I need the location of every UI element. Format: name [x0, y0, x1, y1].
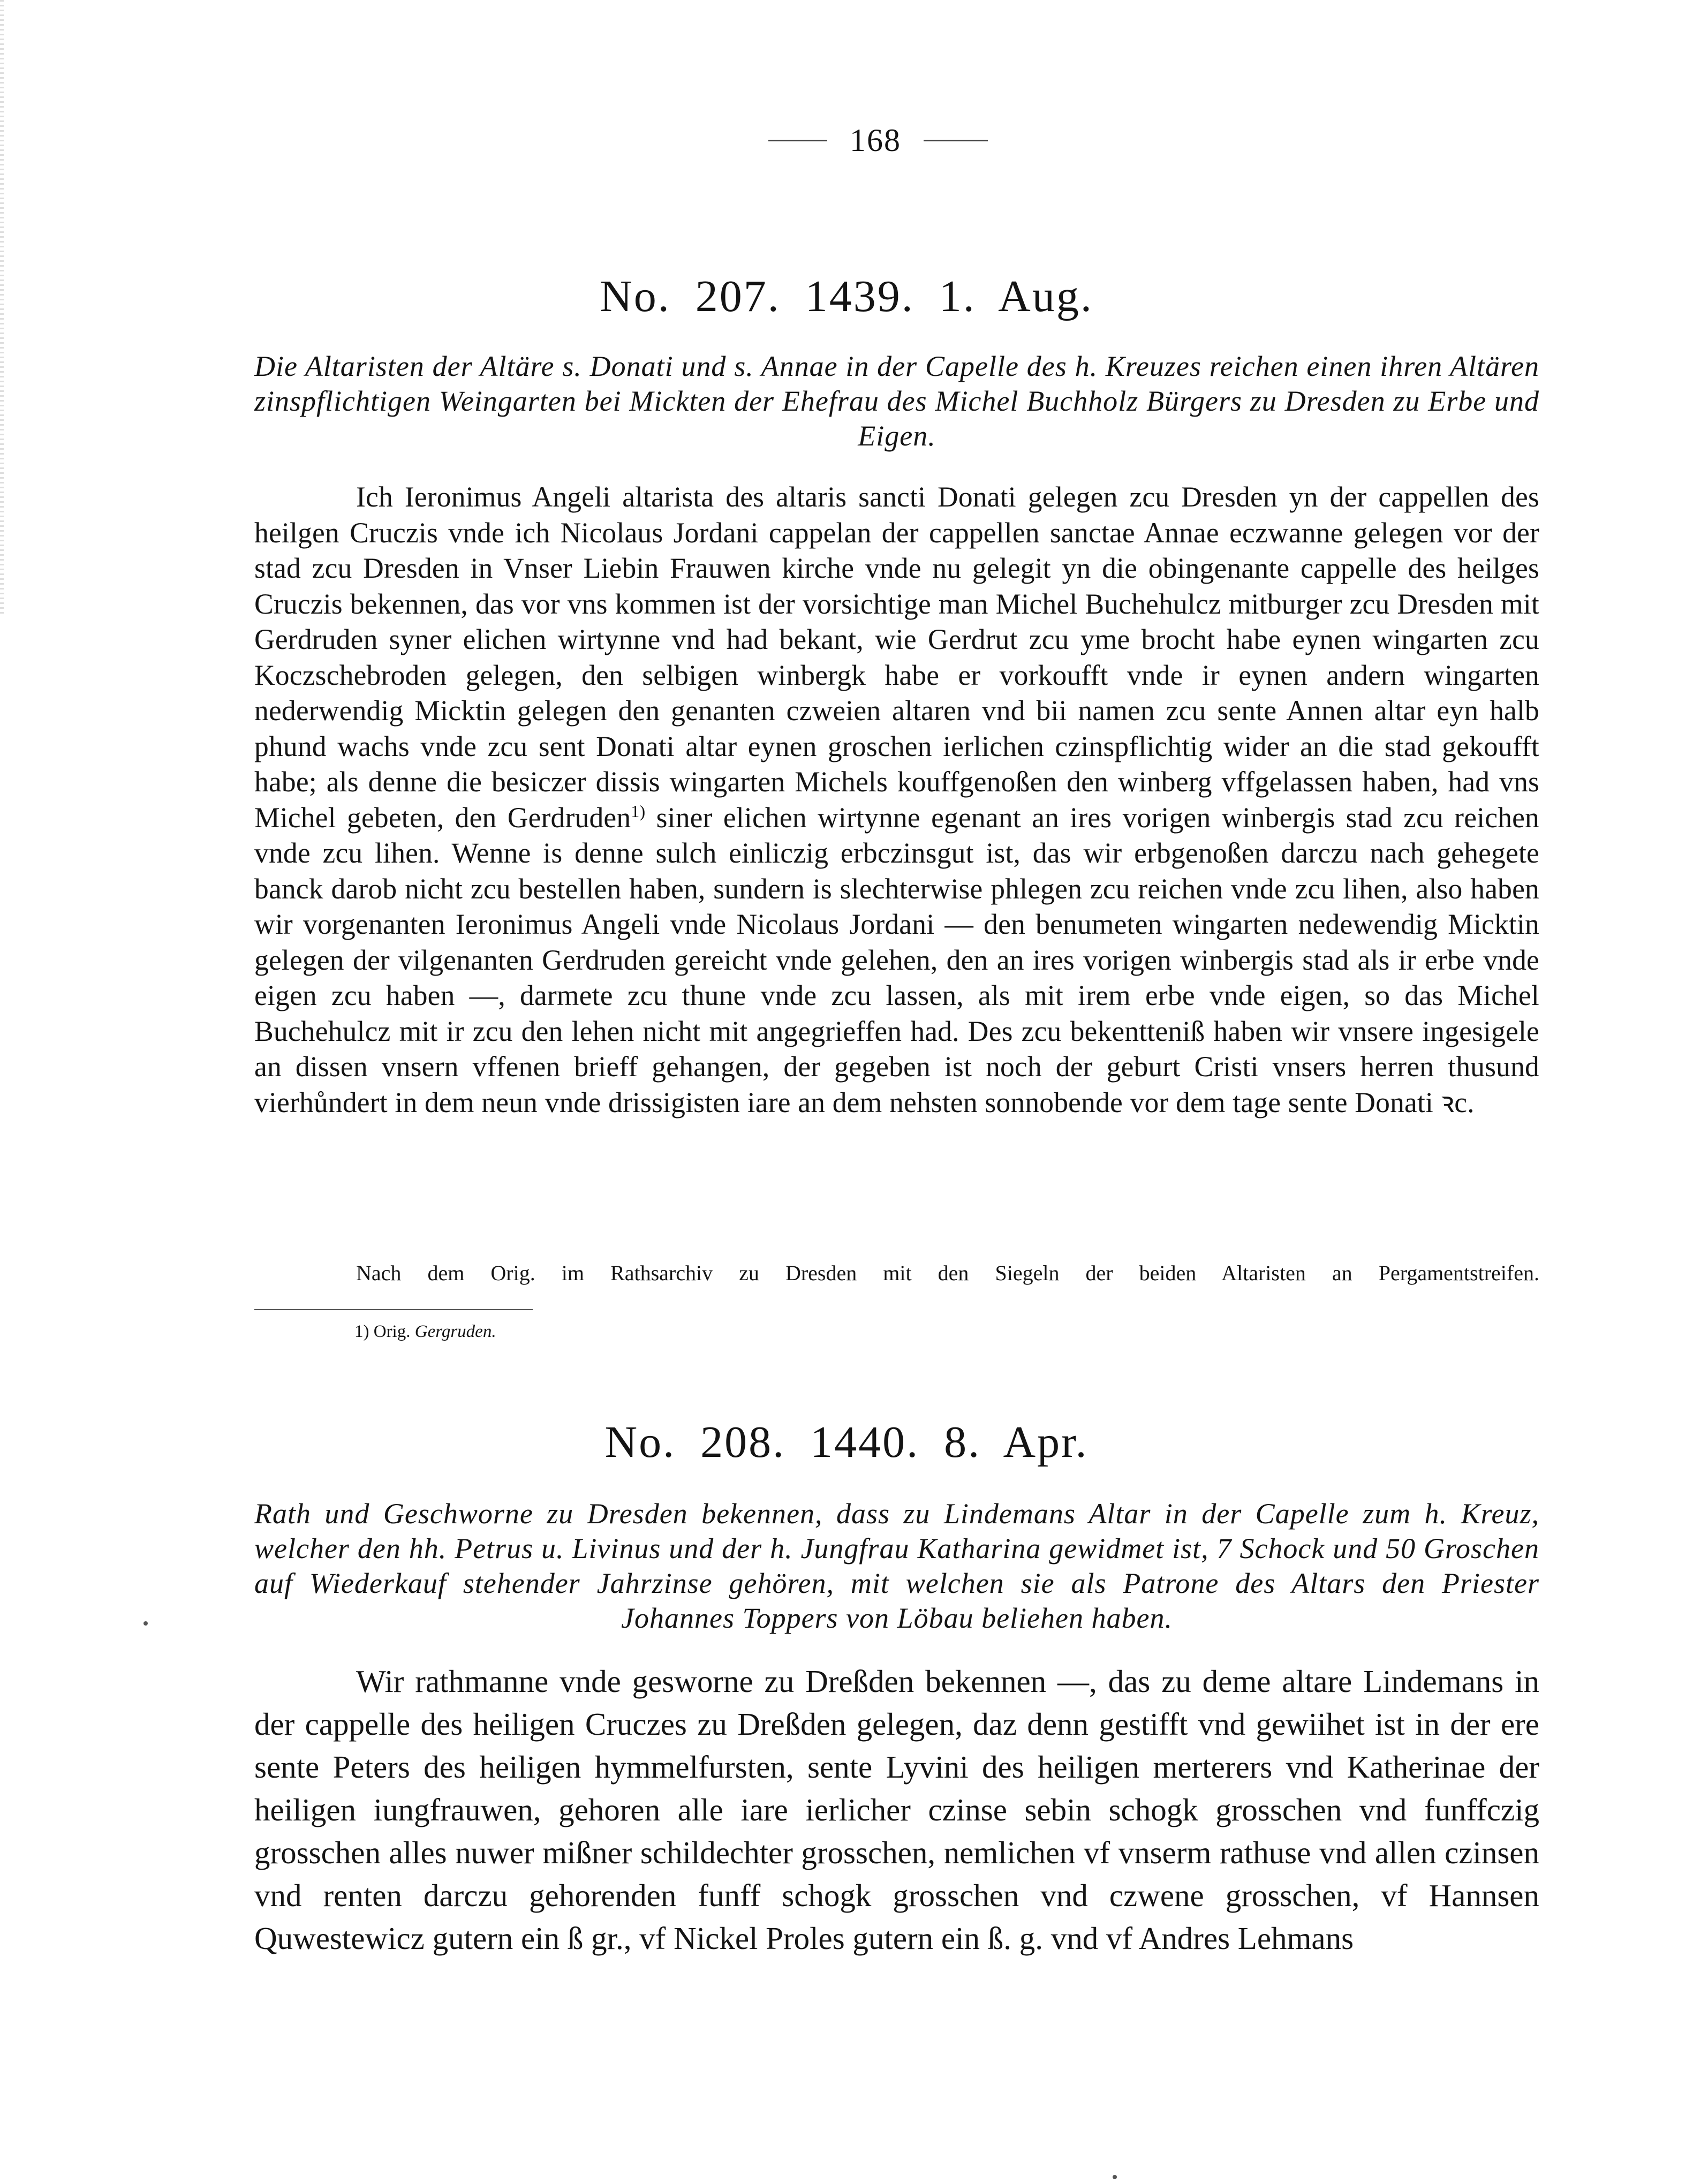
header-rule-right — [924, 140, 988, 141]
doc-208-summary: Rath und Geschworne zu Dresden bekennen, dass zu Lindemans Altar in der Capelle zum h. Kreuz, welcher den hh. Petrus u. Livinus und der h. Jungfrau Katharina gewidmet ist, 7 Schock und 50 Groschen auf Wiederkauf stehender Jahrzinse gehören, mit welchen sie als Patrone des Altars den Priester Johannes Toppers von Löbau beliehen haben. — [254, 1498, 1539, 1634]
doc-207-heading: No. 207. 1439. 1. Aug. — [600, 271, 1093, 321]
page-header — [739, 119, 1017, 162]
doc-208-heading: No. 208. 1440. 8. Apr. — [604, 1417, 1089, 1467]
footnote-reading: Gergruden. — [414, 1322, 496, 1341]
doc-207-footnote — [354, 1320, 496, 1343]
doc-207-text — [254, 479, 1539, 1120]
bottom-mark — [1113, 2175, 1117, 2179]
doc-207-summary: Die Altaristen der Altäre s. Donati und s. Annae in der Capelle des h. Kreuzes reichen einen ihren Altären zinspflichtigen Weingarten bei Mickten der Ehefrau des Michel Buchholz Bürgers zu Dresden zu Erbe und Eigen. — [254, 350, 1539, 452]
doc-207-text-part1: Ich Ieronimus Angeli altarista des altaris sancti Donati gelegen zcu Dresden yn der cappellen des heilgen Cruczis vnde ich Nicolaus Jordani cappelan der cappellen sanctae Annae eczwanne gelegen vor der stad zcu Dresden in Vnser Liebin Frauwen kirche vnde nu gelegit yn die obingenante cappelle des heilges Cruczis bekennen, das vor vns kommen ist der vorsichtige man Michel Buchehulcz mitburger zcu Dresden mit Gerdruden syner elichen wirtynne vnd had bekant, wie Gerdrut zcu yme brocht habe eynen wingarten zcu Koczschebroden gelegen, den selbigen winbergk habe er vorkoufft vnde ir eynen andern wingarten nederwendig Micktin gelegen den genanten czweien altaren vnd bii namen zcu sente Annen altar eyn halb phund wachs vnde zcu sent Donati altar eynen groschen ierlichen czinspflichtig wider an die stad gekoufft habe; als denne die besiczer dissis wingarten Michels kouffgenoßen den winberg vffgelassen haben, had vns Michel gebeten, den Gerdruden — [254, 481, 1539, 834]
header-rule-left — [768, 140, 827, 141]
footnote-divider — [254, 1309, 533, 1310]
doc-208-text: Wir rathmanne vnde gesworne zu Dreßden bekennen —, das zu deme altare Lindemans in der cappelle des heiligen Cruczes zu Dreßden gelegen, daz denn gestifft vnd gewiihet ist in der ere sente Peters des heiligen hymmelfursten, sente Lyvini des heiligen merterers vnd Katherinae der heiligen iungfrauwen, gehoren alle iare ierlicher czinse sebin schogk grosschen vnd funffczig grosschen alles nuwer mißner schildechter grosschen, nemlichen vf vnserm rathuse vnd allen czinsen vnd renten darczu gehorenden funff schogk grosschen vnd czwene grosschen, vf Hannsen Quwestewicz gutern ein ß gr., vf Nickel Proles gutern ein ß. g. vnd vf Andres Lehmans — [254, 1664, 1539, 1956]
footnote-label: 1) Orig. — [354, 1322, 411, 1341]
doc-207-source-note: Nach dem Orig. im Rathsarchiv zu Dresden mit den Siegeln der beiden Altaristen an Pergamentstreifen. — [356, 1261, 1539, 1285]
footnote-marker: 1) — [631, 801, 646, 821]
doc-207-text-part2: siner elichen wirtynne egenant an ires vorigen winbergis stad zcu reichen vnde zcu lihen. Wenne is denne sulch einliczig erbczinsgut ist, das wir erbgenoßen darczu nach gehegete banck darob nicht zcu bestellen haben, sundern is slechterwise phlegen zcu reichen vnde zcu lihen, also haben wir vorgenanten Ieronimus Angeli vnde Nicolaus Jordani — den benumeten wingarten nedewendig Micktin gelegen der vilgenanten Gerdruden gereicht vnde gelehen, den an ires vorigen winbergis stad als ir erbe vnde eigen zcu haben —, darmete zcu thune vnde zcu lassen, als mit irem erbe vnde eigen, so das Michel Buchehulcz mit ir zcu den lehen nicht mit angegrieffen had. Des zcu bekentteniß haben wir vnsere ingesigele an dissen vnsern vffenen brieff gehangen, der gegeben ist noch der geburt Cristi vnsers herren thusund vierhůndert in dem neun vnde drissigisten iare an dem nehsten sonnobende vor dem tage sente Donati ꝛc. — [254, 801, 1539, 1119]
margin-mark — [143, 1621, 148, 1626]
page-number: 168 — [850, 122, 901, 158]
